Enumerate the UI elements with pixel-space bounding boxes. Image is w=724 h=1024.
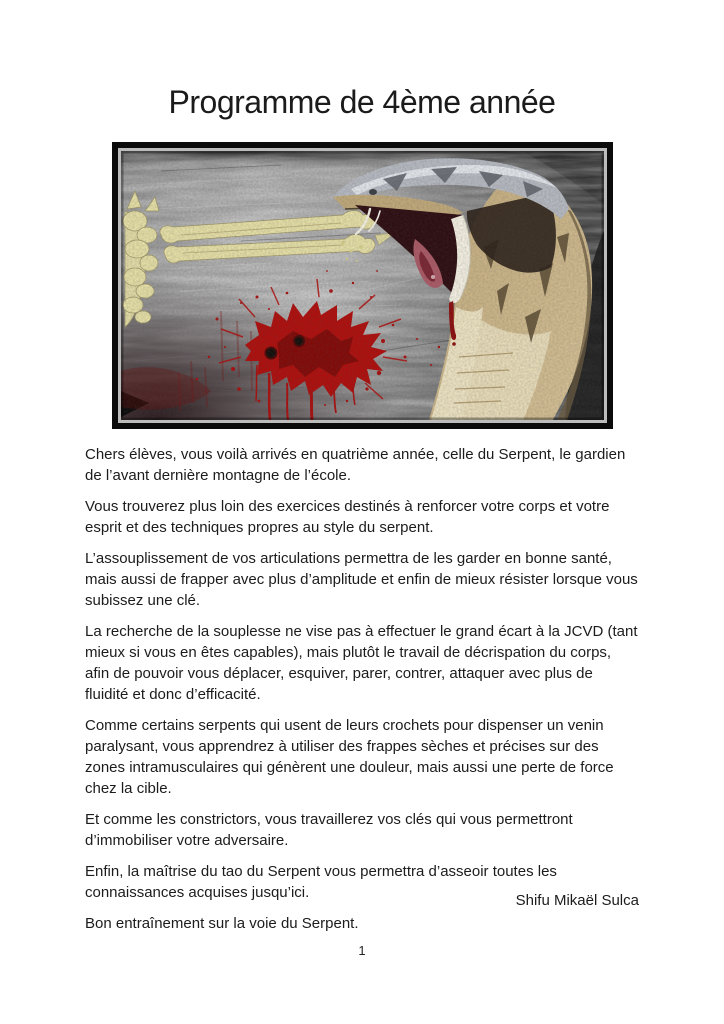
body-paragraph: Comme certains serpents qui usent de leurs crochets pour dispenser un venin paralysant, vous apprendrez à utiliser des frappes sèches et précises sur des zones intramusculaires qui génèrent une douleur, mais aussi une perte de force chez la cible. [85, 717, 614, 797]
serpent-illustration [121, 151, 604, 420]
body-paragraph: Bon entraînement sur la voie du Serpent. [85, 915, 359, 932]
body-paragraph: Enfin, la maîtrise du tao du Serpent vous permettra d’asseoir toutes les connaissances acquises jusqu’ici. [85, 863, 557, 901]
signature: Shifu Mikaël Sulca [515, 892, 639, 909]
document-body [85, 444, 639, 944]
body-paragraph: Vous trouverez plus loin des exercices destinés à renforcer votre corps et votre esprit et des techniques propres au style du serpent. [85, 498, 610, 536]
serpent-attack-image [118, 148, 607, 423]
body-paragraph: Chers élèves, vous voilà arrivés en quatrième année, celle du Serpent, le gardien de l’avant dernière montagne de l’école. [85, 446, 626, 484]
body-paragraph: Et comme les constrictors, vous travaillerez vos clés qui vous permettront d’immobiliser votre adversaire. [85, 811, 573, 849]
body-paragraph: La recherche de la souplesse ne vise pas à effectuer le grand écart à la JCVD (tant mieux si vous en êtes capables), mais plutôt le travail de décrispation du corps, afin de pouvoir vous déplacer, esquiver, parer, contrer, attaquer avec plus de fluidité et donc d’efficacité. [85, 623, 638, 703]
page-number: 1 [358, 943, 366, 958]
document-title: Programme de 4ème année [168, 84, 556, 120]
serpent-image-frame [112, 142, 613, 429]
body-paragraph: L’assouplissement de vos articulations permettra de les garder en bonne santé, mais aussi de frapper avec plus d’amplitude et enfin de mieux résister lorsque vous subissez une clé. [85, 550, 638, 609]
